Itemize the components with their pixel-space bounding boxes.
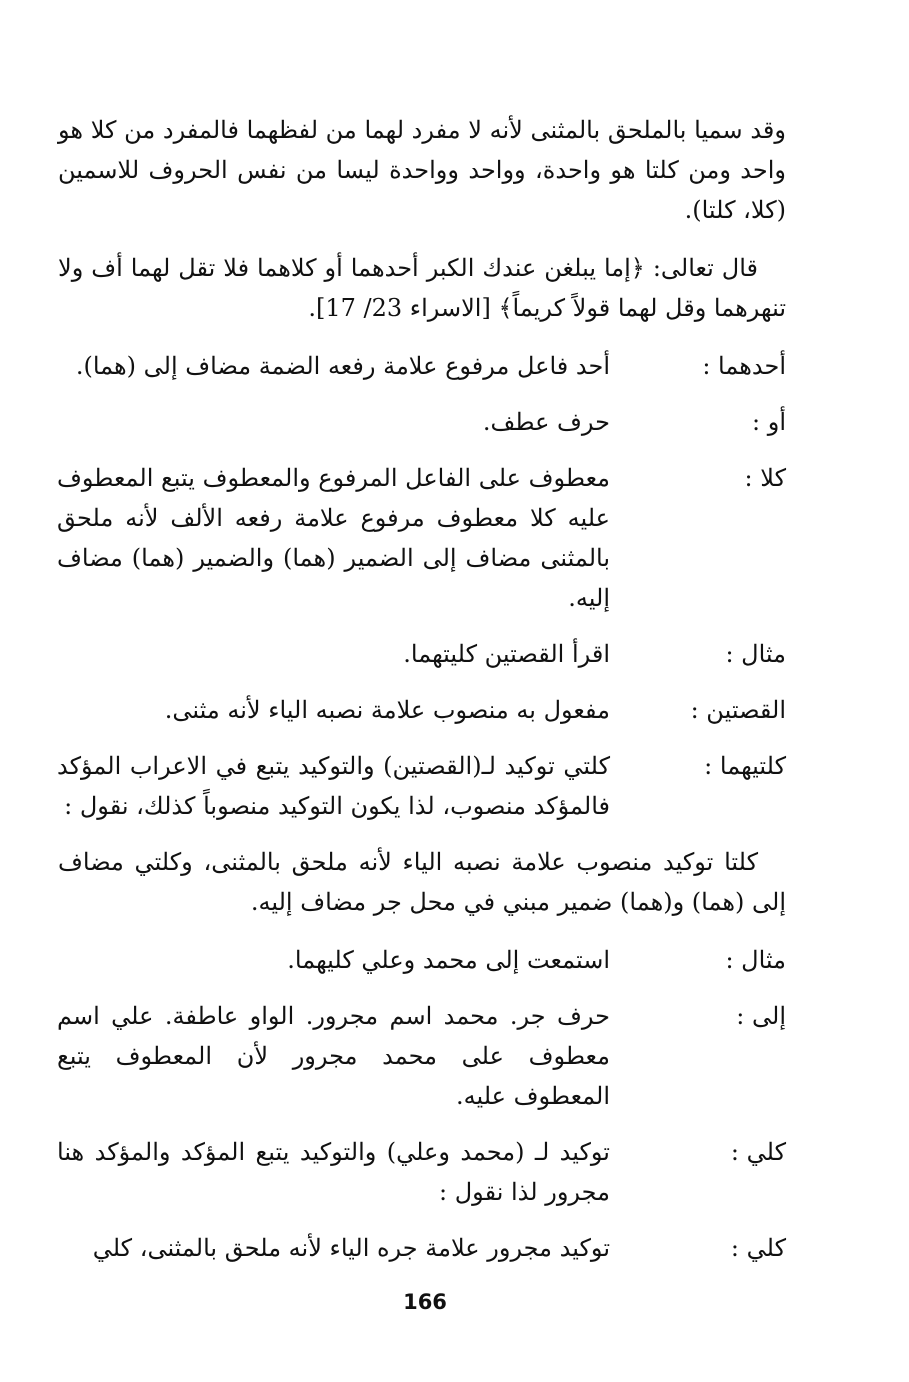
paragraph-explanation: كلتا توكيد منصوب علامة نصبه الياء لأنه ملحق بالمثنى، وكلتي مضاف إلى (هما) و(هما) ضمير مبني في محل جر مضاف إليه. <box>58 848 786 916</box>
paragraph-intro: وقد سميا بالملحق بالمثنى لأنه لا مفرد لهما من لفظهما فالمفرد من كلا هو واحد ومن كلتا هو واحدة، وواحد وواحدة ليسا من نفس الحروف للاسمين (كلا، كلتا). <box>58 116 786 224</box>
parse-entry <box>58 402 786 442</box>
entry-term: مثال : <box>725 640 786 668</box>
page-number: 166 <box>403 1290 447 1314</box>
parse-entry <box>58 690 786 730</box>
entry-definition: اقرأ القصتين كليتهما. <box>403 640 610 668</box>
entry-term: مثال : <box>725 946 786 974</box>
parse-entry <box>58 1228 786 1268</box>
parse-entry <box>58 940 786 980</box>
entry-term: أحدهما : <box>702 352 786 380</box>
paragraph-quran-verse: قال تعالى: ﴿إما يبلغن عندك الكبر أحدهما أو كلاهما فلا تقل لهما أف ولا تنهرهما وقل لهما قولاً كريماً﴾ [الاسراء 23/ 17]. <box>58 254 786 322</box>
parse-entry <box>58 458 786 618</box>
entry-term: القصتين : <box>690 696 786 724</box>
entry-definition: حرف عطف. <box>482 408 610 436</box>
entry-definition: حرف جر. محمد اسم مجرور. الواو عاطفة. علي اسم معطوف على محمد مجرور لأن المعطوف يتبع المعطوف عليه. <box>57 1002 610 1110</box>
entry-definition: توكيد مجرور علامة جره الياء لأنه ملحق بالمثنى، كلي <box>92 1234 610 1262</box>
parse-entry <box>58 996 786 1116</box>
entry-definition: أحد فاعل مرفوع علامة رفعه الضمة مضاف إلى (هما). <box>75 352 610 380</box>
entry-term: أو : <box>752 408 786 436</box>
entry-term: كلا : <box>744 464 786 492</box>
entry-definition: كلتي توكيد لـ(القصتين) والتوكيد يتبع في الاعراب المؤكد فالمؤكد منصوب، لذا يكون التوكيد منصوباً كذلك، نقول : <box>57 752 610 820</box>
parse-entry <box>58 346 786 386</box>
entry-term: إلى : <box>736 1002 786 1030</box>
parse-entry <box>58 634 786 674</box>
parse-entry <box>58 1132 786 1212</box>
entry-term: كلتيهما : <box>704 752 786 780</box>
entry-definition: استمعت إلى محمد وعلي كليهما. <box>287 946 610 974</box>
entry-definition: مفعول به منصوب علامة نصبه الياء لأنه مثنى. <box>164 696 610 724</box>
page-body <box>58 110 786 1284</box>
entry-definition: توكيد لـ (محمد وعلي) والتوكيد يتبع المؤكد والمؤكد هنا مجرور لذا نقول : <box>57 1138 610 1206</box>
entry-term: كلي : <box>730 1234 786 1262</box>
entry-term: كلي : <box>730 1138 786 1166</box>
parse-entry <box>58 746 786 826</box>
entry-definition: معطوف على الفاعل المرفوع والمعطوف يتبع المعطوف عليه كلا معطوف مرفوع علامة رفعه الألف لأنه ملحق بالمثنى مضاف إلى الضمير (هما) والضمير (هما) مضاف إليه. <box>57 464 610 612</box>
